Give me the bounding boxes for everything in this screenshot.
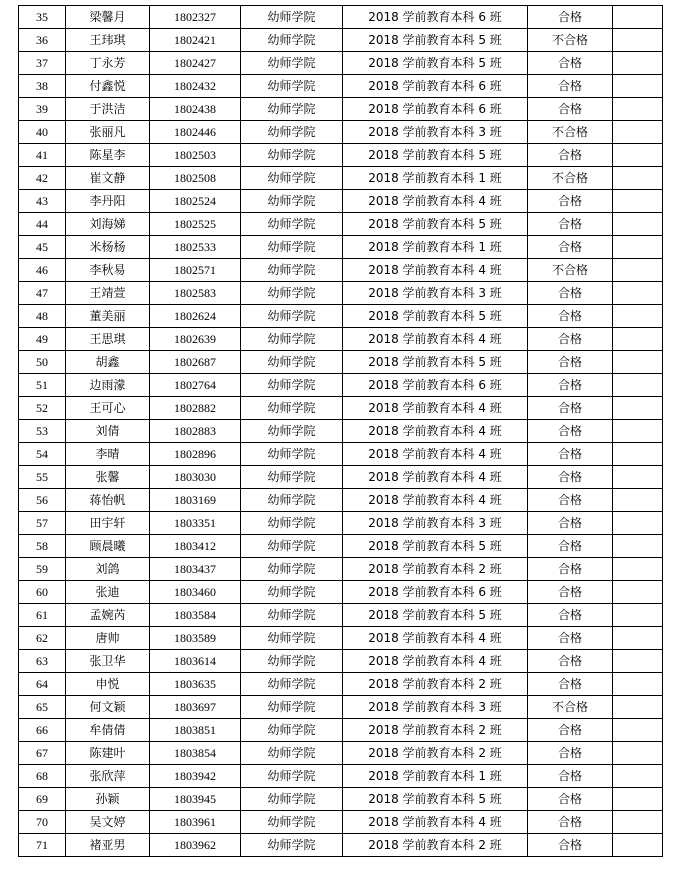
table-row xyxy=(19,52,663,75)
class-cell: 2018 学前教育本科 5 班 xyxy=(343,788,528,811)
student-id-cell: 1802427 xyxy=(150,52,241,75)
table-row xyxy=(19,673,663,696)
seq-cell: 69 xyxy=(19,788,66,811)
result-cell: 合格 xyxy=(528,98,613,121)
student-id-cell: 1802524 xyxy=(150,190,241,213)
result-cell: 合格 xyxy=(528,742,613,765)
student-name-cell: 王思琪 xyxy=(66,328,150,351)
college-cell: 幼师学院 xyxy=(241,811,343,834)
table-row xyxy=(19,443,663,466)
empty-cell xyxy=(613,144,663,167)
empty-cell xyxy=(613,581,663,604)
student-name-cell: 吴文婷 xyxy=(66,811,150,834)
result-cell: 不合格 xyxy=(528,167,613,190)
class-cell: 2018 学前教育本科 4 班 xyxy=(343,328,528,351)
student-id-cell: 1803589 xyxy=(150,627,241,650)
table-row xyxy=(19,420,663,443)
empty-cell xyxy=(613,834,663,857)
class-cell: 2018 学前教育本科 5 班 xyxy=(343,29,528,52)
student-id-cell: 1802571 xyxy=(150,259,241,282)
student-name-cell: 胡鑫 xyxy=(66,351,150,374)
student-name-cell: 李晴 xyxy=(66,443,150,466)
table-row xyxy=(19,29,663,52)
student-id-cell: 1803854 xyxy=(150,742,241,765)
table-row xyxy=(19,259,663,282)
result-cell: 合格 xyxy=(528,52,613,75)
seq-cell: 35 xyxy=(19,6,66,29)
student-id-cell: 1803030 xyxy=(150,466,241,489)
class-cell: 2018 学前教育本科 4 班 xyxy=(343,627,528,650)
result-cell: 合格 xyxy=(528,236,613,259)
student-name-cell: 崔文静 xyxy=(66,167,150,190)
student-id-cell: 1803697 xyxy=(150,696,241,719)
result-cell: 不合格 xyxy=(528,696,613,719)
student-name-cell: 张欣萍 xyxy=(66,765,150,788)
table-row xyxy=(19,6,663,29)
college-cell: 幼师学院 xyxy=(241,466,343,489)
table-row xyxy=(19,167,663,190)
student-id-cell: 1802687 xyxy=(150,351,241,374)
college-cell: 幼师学院 xyxy=(241,650,343,673)
college-cell: 幼师学院 xyxy=(241,374,343,397)
student-name-cell: 唐帅 xyxy=(66,627,150,650)
class-cell: 2018 学前教育本科 4 班 xyxy=(343,443,528,466)
student-result-table xyxy=(18,5,663,857)
college-cell: 幼师学院 xyxy=(241,351,343,374)
college-cell: 幼师学院 xyxy=(241,696,343,719)
class-cell: 2018 学前教育本科 5 班 xyxy=(343,604,528,627)
table-body xyxy=(19,6,663,857)
student-id-cell: 1802508 xyxy=(150,167,241,190)
empty-cell xyxy=(613,420,663,443)
student-name-cell: 蒋怡帆 xyxy=(66,489,150,512)
table-row xyxy=(19,466,663,489)
result-cell: 合格 xyxy=(528,144,613,167)
seq-cell: 55 xyxy=(19,466,66,489)
college-cell: 幼师学院 xyxy=(241,213,343,236)
result-cell: 合格 xyxy=(528,282,613,305)
empty-cell xyxy=(613,742,663,765)
student-name-cell: 付鑫悦 xyxy=(66,75,150,98)
result-cell: 合格 xyxy=(528,811,613,834)
table-row xyxy=(19,374,663,397)
class-cell: 2018 学前教育本科 5 班 xyxy=(343,52,528,75)
college-cell: 幼师学院 xyxy=(241,75,343,98)
table-row xyxy=(19,719,663,742)
seq-cell: 36 xyxy=(19,29,66,52)
seq-cell: 56 xyxy=(19,489,66,512)
table-row xyxy=(19,581,663,604)
seq-cell: 53 xyxy=(19,420,66,443)
college-cell: 幼师学院 xyxy=(241,167,343,190)
empty-cell xyxy=(613,811,663,834)
college-cell: 幼师学院 xyxy=(241,305,343,328)
empty-cell xyxy=(613,604,663,627)
table-row xyxy=(19,489,663,512)
college-cell: 幼师学院 xyxy=(241,328,343,351)
student-name-cell: 孟婉芮 xyxy=(66,604,150,627)
empty-cell xyxy=(613,98,663,121)
student-name-cell: 何文颖 xyxy=(66,696,150,719)
table-row xyxy=(19,144,663,167)
student-id-cell: 1803962 xyxy=(150,834,241,857)
college-cell: 幼师学院 xyxy=(241,489,343,512)
seq-cell: 64 xyxy=(19,673,66,696)
class-cell: 2018 学前教育本科 5 班 xyxy=(343,144,528,167)
college-cell: 幼师学院 xyxy=(241,443,343,466)
seq-cell: 71 xyxy=(19,834,66,857)
class-cell: 2018 学前教育本科 5 班 xyxy=(343,351,528,374)
student-id-cell: 1802525 xyxy=(150,213,241,236)
student-id-cell: 1802421 xyxy=(150,29,241,52)
student-name-cell: 褚亚男 xyxy=(66,834,150,857)
class-cell: 2018 学前教育本科 2 班 xyxy=(343,834,528,857)
empty-cell xyxy=(613,374,663,397)
result-cell: 合格 xyxy=(528,650,613,673)
college-cell: 幼师学院 xyxy=(241,834,343,857)
student-name-cell: 李秋易 xyxy=(66,259,150,282)
seq-cell: 58 xyxy=(19,535,66,558)
student-id-cell: 1802764 xyxy=(150,374,241,397)
result-cell: 合格 xyxy=(528,719,613,742)
seq-cell: 44 xyxy=(19,213,66,236)
empty-cell xyxy=(613,6,663,29)
result-cell: 合格 xyxy=(528,512,613,535)
student-name-cell: 刘倩 xyxy=(66,420,150,443)
college-cell: 幼师学院 xyxy=(241,259,343,282)
class-cell: 2018 学前教育本科 5 班 xyxy=(343,305,528,328)
result-cell: 合格 xyxy=(528,75,613,98)
student-id-cell: 1802446 xyxy=(150,121,241,144)
class-cell: 2018 学前教育本科 3 班 xyxy=(343,512,528,535)
table-row xyxy=(19,121,663,144)
table-row xyxy=(19,788,663,811)
table-row xyxy=(19,811,663,834)
student-name-cell: 丁永芳 xyxy=(66,52,150,75)
empty-cell xyxy=(613,719,663,742)
class-cell: 2018 学前教育本科 6 班 xyxy=(343,98,528,121)
empty-cell xyxy=(613,466,663,489)
student-id-cell: 1802503 xyxy=(150,144,241,167)
student-id-cell: 1803412 xyxy=(150,535,241,558)
table-row xyxy=(19,604,663,627)
table-row xyxy=(19,305,663,328)
empty-cell xyxy=(613,558,663,581)
college-cell: 幼师学院 xyxy=(241,52,343,75)
student-name-cell: 梁馨月 xyxy=(66,6,150,29)
college-cell: 幼师学院 xyxy=(241,788,343,811)
college-cell: 幼师学院 xyxy=(241,627,343,650)
seq-cell: 52 xyxy=(19,397,66,420)
result-cell: 合格 xyxy=(528,6,613,29)
empty-cell xyxy=(613,328,663,351)
seq-cell: 47 xyxy=(19,282,66,305)
result-cell: 不合格 xyxy=(528,121,613,144)
empty-cell xyxy=(613,29,663,52)
seq-cell: 65 xyxy=(19,696,66,719)
result-cell: 合格 xyxy=(528,351,613,374)
class-cell: 2018 学前教育本科 1 班 xyxy=(343,236,528,259)
empty-cell xyxy=(613,627,663,650)
table-row xyxy=(19,351,663,374)
student-name-cell: 张丽凡 xyxy=(66,121,150,144)
table-row xyxy=(19,558,663,581)
class-cell: 2018 学前教育本科 6 班 xyxy=(343,6,528,29)
seq-cell: 41 xyxy=(19,144,66,167)
table-row xyxy=(19,742,663,765)
empty-cell xyxy=(613,282,663,305)
seq-cell: 61 xyxy=(19,604,66,627)
college-cell: 幼师学院 xyxy=(241,29,343,52)
student-name-cell: 张卫华 xyxy=(66,650,150,673)
result-cell: 合格 xyxy=(528,305,613,328)
result-cell: 合格 xyxy=(528,558,613,581)
student-name-cell: 刘海娣 xyxy=(66,213,150,236)
seq-cell: 54 xyxy=(19,443,66,466)
college-cell: 幼师学院 xyxy=(241,420,343,443)
college-cell: 幼师学院 xyxy=(241,535,343,558)
result-cell: 不合格 xyxy=(528,259,613,282)
table-row xyxy=(19,650,663,673)
result-cell: 合格 xyxy=(528,535,613,558)
empty-cell xyxy=(613,535,663,558)
result-cell: 不合格 xyxy=(528,29,613,52)
seq-cell: 68 xyxy=(19,765,66,788)
empty-cell xyxy=(613,696,663,719)
student-name-cell: 于洪洁 xyxy=(66,98,150,121)
result-cell: 合格 xyxy=(528,190,613,213)
empty-cell xyxy=(613,121,663,144)
empty-cell xyxy=(613,236,663,259)
seq-cell: 62 xyxy=(19,627,66,650)
student-name-cell: 陈建叶 xyxy=(66,742,150,765)
student-name-cell: 申悦 xyxy=(66,673,150,696)
result-cell: 合格 xyxy=(528,466,613,489)
class-cell: 2018 学前教育本科 4 班 xyxy=(343,190,528,213)
student-id-cell: 1803942 xyxy=(150,765,241,788)
seq-cell: 70 xyxy=(19,811,66,834)
student-name-cell: 董美丽 xyxy=(66,305,150,328)
empty-cell xyxy=(613,190,663,213)
college-cell: 幼师学院 xyxy=(241,236,343,259)
student-id-cell: 1803351 xyxy=(150,512,241,535)
student-id-cell: 1803945 xyxy=(150,788,241,811)
result-cell: 合格 xyxy=(528,581,613,604)
student-id-cell: 1803460 xyxy=(150,581,241,604)
empty-cell xyxy=(613,765,663,788)
college-cell: 幼师学院 xyxy=(241,719,343,742)
result-cell: 合格 xyxy=(528,834,613,857)
student-id-cell: 1803614 xyxy=(150,650,241,673)
student-name-cell: 张馨 xyxy=(66,466,150,489)
student-name-cell: 张迪 xyxy=(66,581,150,604)
student-name-cell: 孙颖 xyxy=(66,788,150,811)
student-name-cell: 刘鸽 xyxy=(66,558,150,581)
college-cell: 幼师学院 xyxy=(241,190,343,213)
seq-cell: 39 xyxy=(19,98,66,121)
college-cell: 幼师学院 xyxy=(241,558,343,581)
empty-cell xyxy=(613,443,663,466)
class-cell: 2018 学前教育本科 3 班 xyxy=(343,282,528,305)
empty-cell xyxy=(613,788,663,811)
student-name-cell: 李丹阳 xyxy=(66,190,150,213)
table-row xyxy=(19,512,663,535)
empty-cell xyxy=(613,259,663,282)
student-name-cell: 米杨杨 xyxy=(66,236,150,259)
result-cell: 合格 xyxy=(528,420,613,443)
class-cell: 2018 学前教育本科 5 班 xyxy=(343,213,528,236)
class-cell: 2018 学前教育本科 2 班 xyxy=(343,558,528,581)
class-cell: 2018 学前教育本科 4 班 xyxy=(343,259,528,282)
table-row xyxy=(19,328,663,351)
college-cell: 幼师学院 xyxy=(241,742,343,765)
seq-cell: 49 xyxy=(19,328,66,351)
college-cell: 幼师学院 xyxy=(241,397,343,420)
seq-cell: 46 xyxy=(19,259,66,282)
seq-cell: 45 xyxy=(19,236,66,259)
result-cell: 合格 xyxy=(528,374,613,397)
result-cell: 合格 xyxy=(528,673,613,696)
student-id-cell: 1803437 xyxy=(150,558,241,581)
college-cell: 幼师学院 xyxy=(241,604,343,627)
student-name-cell: 牟倩倩 xyxy=(66,719,150,742)
class-cell: 2018 学前教育本科 5 班 xyxy=(343,535,528,558)
class-cell: 2018 学前教育本科 4 班 xyxy=(343,489,528,512)
class-cell: 2018 学前教育本科 1 班 xyxy=(343,167,528,190)
student-name-cell: 田宇轩 xyxy=(66,512,150,535)
college-cell: 幼师学院 xyxy=(241,282,343,305)
class-cell: 2018 学前教育本科 4 班 xyxy=(343,397,528,420)
student-id-cell: 1802896 xyxy=(150,443,241,466)
class-cell: 2018 学前教育本科 6 班 xyxy=(343,374,528,397)
table-row xyxy=(19,98,663,121)
student-name-cell: 边雨濛 xyxy=(66,374,150,397)
result-cell: 合格 xyxy=(528,765,613,788)
empty-cell xyxy=(613,397,663,420)
class-cell: 2018 学前教育本科 2 班 xyxy=(343,673,528,696)
college-cell: 幼师学院 xyxy=(241,121,343,144)
student-name-cell: 王靖萱 xyxy=(66,282,150,305)
class-cell: 2018 学前教育本科 2 班 xyxy=(343,742,528,765)
student-name-cell: 王可心 xyxy=(66,397,150,420)
seq-cell: 38 xyxy=(19,75,66,98)
empty-cell xyxy=(613,512,663,535)
student-id-cell: 1802624 xyxy=(150,305,241,328)
college-cell: 幼师学院 xyxy=(241,673,343,696)
empty-cell xyxy=(613,75,663,98)
empty-cell xyxy=(613,351,663,374)
student-id-cell: 1802327 xyxy=(150,6,241,29)
seq-cell: 50 xyxy=(19,351,66,374)
table-row xyxy=(19,535,663,558)
empty-cell xyxy=(613,673,663,696)
seq-cell: 57 xyxy=(19,512,66,535)
class-cell: 2018 学前教育本科 6 班 xyxy=(343,75,528,98)
class-cell: 2018 学前教育本科 4 班 xyxy=(343,650,528,673)
college-cell: 幼师学院 xyxy=(241,512,343,535)
student-id-cell: 1803851 xyxy=(150,719,241,742)
class-cell: 2018 学前教育本科 3 班 xyxy=(343,121,528,144)
result-cell: 合格 xyxy=(528,604,613,627)
student-id-cell: 1802438 xyxy=(150,98,241,121)
student-name-cell: 顾晨曦 xyxy=(66,535,150,558)
seq-cell: 51 xyxy=(19,374,66,397)
result-cell: 合格 xyxy=(528,443,613,466)
student-id-cell: 1803169 xyxy=(150,489,241,512)
empty-cell xyxy=(613,167,663,190)
seq-cell: 43 xyxy=(19,190,66,213)
empty-cell xyxy=(613,52,663,75)
result-cell: 合格 xyxy=(528,788,613,811)
result-cell: 合格 xyxy=(528,328,613,351)
college-cell: 幼师学院 xyxy=(241,6,343,29)
class-cell: 2018 学前教育本科 2 班 xyxy=(343,719,528,742)
class-cell: 2018 学前教育本科 6 班 xyxy=(343,581,528,604)
student-id-cell: 1802883 xyxy=(150,420,241,443)
student-id-cell: 1802432 xyxy=(150,75,241,98)
seq-cell: 67 xyxy=(19,742,66,765)
seq-cell: 59 xyxy=(19,558,66,581)
seq-cell: 48 xyxy=(19,305,66,328)
empty-cell xyxy=(613,650,663,673)
empty-cell xyxy=(613,489,663,512)
seq-cell: 37 xyxy=(19,52,66,75)
student-id-cell: 1802639 xyxy=(150,328,241,351)
class-cell: 2018 学前教育本科 1 班 xyxy=(343,765,528,788)
seq-cell: 60 xyxy=(19,581,66,604)
student-id-cell: 1802882 xyxy=(150,397,241,420)
table-row xyxy=(19,190,663,213)
class-cell: 2018 学前教育本科 3 班 xyxy=(343,696,528,719)
class-cell: 2018 学前教育本科 4 班 xyxy=(343,466,528,489)
college-cell: 幼师学院 xyxy=(241,581,343,604)
seq-cell: 40 xyxy=(19,121,66,144)
result-cell: 合格 xyxy=(528,213,613,236)
table-row xyxy=(19,282,663,305)
table-row xyxy=(19,236,663,259)
class-cell: 2018 学前教育本科 4 班 xyxy=(343,811,528,834)
result-cell: 合格 xyxy=(528,627,613,650)
student-name-cell: 王玮琪 xyxy=(66,29,150,52)
table-row xyxy=(19,834,663,857)
college-cell: 幼师学院 xyxy=(241,98,343,121)
seq-cell: 42 xyxy=(19,167,66,190)
table-row xyxy=(19,213,663,236)
table-row xyxy=(19,765,663,788)
table-row xyxy=(19,397,663,420)
student-id-cell: 1802583 xyxy=(150,282,241,305)
student-name-cell: 陈星李 xyxy=(66,144,150,167)
student-id-cell: 1803961 xyxy=(150,811,241,834)
class-cell: 2018 学前教育本科 4 班 xyxy=(343,420,528,443)
seq-cell: 66 xyxy=(19,719,66,742)
result-cell: 合格 xyxy=(528,397,613,420)
student-id-cell: 1803584 xyxy=(150,604,241,627)
college-cell: 幼师学院 xyxy=(241,144,343,167)
empty-cell xyxy=(613,305,663,328)
student-id-cell: 1802533 xyxy=(150,236,241,259)
student-id-cell: 1803635 xyxy=(150,673,241,696)
table-row xyxy=(19,75,663,98)
result-cell: 合格 xyxy=(528,489,613,512)
seq-cell: 63 xyxy=(19,650,66,673)
empty-cell xyxy=(613,213,663,236)
college-cell: 幼师学院 xyxy=(241,765,343,788)
table-row xyxy=(19,696,663,719)
table-row xyxy=(19,627,663,650)
